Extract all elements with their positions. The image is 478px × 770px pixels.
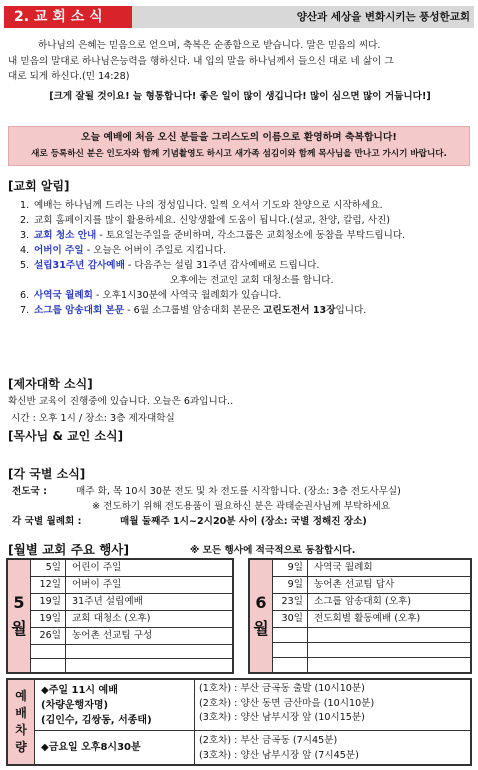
event-row bbox=[273, 658, 470, 672]
notices-title: [교회 알림] bbox=[8, 179, 70, 193]
event-row: 26일 농어촌 선교팀 구성 bbox=[31, 628, 232, 645]
event-row: 30일 전도회별 활동예배 (오후) bbox=[273, 611, 470, 628]
evangelism-label: 전도국 : bbox=[12, 486, 47, 497]
event-row: 9일 농어촌 선교팀 답사 bbox=[273, 577, 470, 594]
notice-item: 4. 어버이 주일 - 오늘은 어버이 주일로 지킵니다. bbox=[20, 245, 226, 256]
vehicle-schedule bbox=[6, 678, 472, 766]
vehicle-route: (1호차) : 부산 금곡동 출발 (10시10분) bbox=[199, 683, 365, 694]
events-june bbox=[248, 558, 472, 674]
notice-item: 6. 사역국 월례회 - 오후1시30분에 사역국 월례회가 있습니다. bbox=[20, 290, 282, 301]
events-title: [월별 교회 주요 행사] bbox=[8, 542, 130, 557]
sunday-vehicle bbox=[35, 680, 470, 731]
vehicle-label: 예 배 차 량 bbox=[8, 680, 35, 764]
evangelism-note: ※ 전도하기 위해 전도용품이 필요하신 분은 곽태순권사님께 부탁하세요 bbox=[92, 501, 391, 512]
notice-item: 1. 예배는 하나님께 드리는 나의 정성입니다. 일찍 오셔서 기도와 찬양으로 시작하세요. bbox=[20, 200, 383, 211]
departments-title: [각 국별 소식] bbox=[8, 467, 86, 481]
monthly-meeting-label: 각 국별 월례회 : bbox=[12, 516, 82, 527]
notice-item: 3. 교회 청소 안내 - 토요일는주일을 준비하며, 각소그룹은 교회청소에 동참을 부탁드립니다. bbox=[20, 230, 406, 241]
notices-list bbox=[20, 198, 472, 318]
intro-line: 하나님의 은혜는 믿음으로 얻으며, 축복은 순종함으로 받습니다. 말은 믿음의 씨다. bbox=[38, 40, 381, 51]
section-badge: 2. 교 회 소 식 bbox=[4, 6, 132, 28]
event-row: 9일 사역국 월례회 bbox=[273, 560, 470, 577]
church-slogan: 양산과 세상을 변화시키는 풍성한교회 bbox=[296, 11, 470, 23]
events-note: ※ 모든 행사에 적극적으로 동참합시다. bbox=[190, 545, 356, 556]
month-label: 6 월 bbox=[250, 560, 273, 672]
welcome-line: 새로 등록하신 분은 인도자와 함께 기념촬영도 하시고 새가족 섬김이와 함께 목사님을 만나고 가시기 바랍니다. bbox=[31, 149, 447, 159]
event-row bbox=[31, 645, 232, 659]
event-row bbox=[31, 659, 232, 672]
vehicle-route: (2호차) : 양산 동면 금산마을 (10시10분) bbox=[199, 697, 375, 709]
intro-line: 대로 되게 하신다.(민 14:28) bbox=[8, 71, 130, 82]
event-row: 12일 어버이 주일 bbox=[31, 577, 232, 594]
event-row bbox=[273, 628, 470, 643]
notice-item: 2. 교회 홈페이지를 많이 활용하세요. 신앙생활에 도움이 됩니다.(설교, 찬양, 칼럼, 사진) bbox=[20, 215, 391, 226]
seminary-title: [제자대학 소식] bbox=[8, 377, 93, 391]
event-row: 23일 소그룹 암송대회 (오후) bbox=[273, 594, 470, 611]
driver-names: (김인수, 김쌍동, 서종태) bbox=[41, 714, 152, 726]
month-label: 5 월 bbox=[8, 560, 31, 672]
welcome-line: 오늘 예배에 처음 오신 분들을 그리스도의 이름으로 환영하며 축복합니다! bbox=[81, 132, 397, 143]
event-row: 5일 어린이 주일 bbox=[31, 560, 232, 577]
event-row bbox=[273, 643, 470, 658]
vehicle-route: (2호차) : 부산 금곡동 (7시45분) bbox=[199, 735, 338, 746]
events-may bbox=[6, 558, 234, 674]
welcome-box bbox=[8, 126, 470, 166]
intro-line: 내 믿음의 말대로 하나님은능력을 행하신다. 내 입의 말을 하나님께서 들으신 대로 네 삶이 그 bbox=[8, 55, 394, 67]
monthly-meeting-text: 매월 둘째주 1시~2시20분 사이 (장소: 국별 정해진 장소) bbox=[120, 516, 367, 527]
friday-vehicle bbox=[35, 731, 470, 764]
evangelism-text: 매주 화, 목 10시 30분 전도 및 차 전도를 시작합니다. (장소: 3층 전도사무실) bbox=[76, 486, 401, 497]
vehicle-route: (3호차) : 양산 남부시장 앞 (7시45분) bbox=[199, 749, 359, 761]
notice-item: 5. 설립31주년 감사예배 - 다음주는 설립 31주년 감사예배로 드립니다. bbox=[20, 260, 320, 271]
sunday-service-title: ◆주일 11시 예배 bbox=[41, 684, 118, 696]
event-row: 19일 31주년 설립예배 bbox=[31, 594, 232, 611]
pastor-news-title: [목사님 & 교인 소식] bbox=[8, 429, 124, 443]
intro-message bbox=[8, 38, 472, 104]
seminary-line: 확신반 교육이 진행중에 있습니다. 오늘은 6과입니다.. bbox=[8, 396, 234, 407]
notice-item: 오후에는 전교인 교회 대청소를 합니다. bbox=[170, 275, 334, 286]
seminary-line: 시간 : 오후 1시 / 장소: 3층 제자대학실 bbox=[8, 413, 175, 424]
notice-item: 7. 소그룹 암송대회 본문 - 6월 소그룹별 암송대회 본문은 고린도전서 13장 입니다. bbox=[20, 305, 367, 316]
friday-service-title: ◆금요일 오후8시30분 bbox=[41, 742, 141, 753]
intro-quote: [크게 잘될 것이요! 늘 형통합니다! 좋은 일이 많이 생깁니다! 많이 심으면 많이 거둡니다!] bbox=[49, 90, 431, 102]
driver-label: (차량운행자명) bbox=[41, 699, 109, 711]
vehicle-route: (3호차) : 양산 남부시장 앞 (10시15분) bbox=[199, 712, 365, 723]
event-row: 19일 교회 대청소 (오후) bbox=[31, 611, 232, 628]
